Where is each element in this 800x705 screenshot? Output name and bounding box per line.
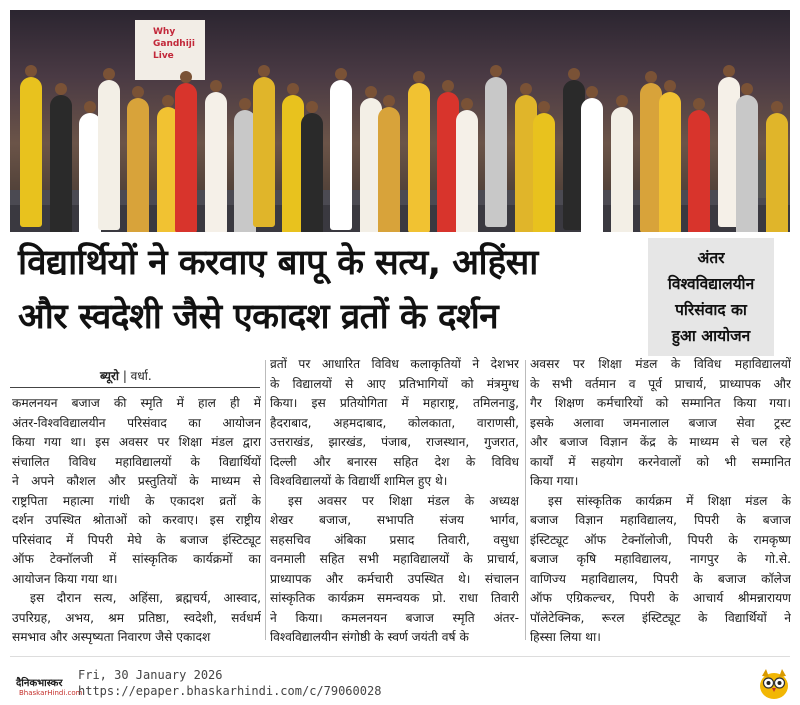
article-line: के विद्यालयों से आए प्रतिभागियों को मंत्रमुग्ध <box>270 376 519 391</box>
performer-figure <box>20 77 42 227</box>
byline-rule <box>10 387 260 388</box>
article-line: बजाज कृषि महाविद्यालय, नागपुर के गो.से. <box>530 552 791 566</box>
performer-figure <box>98 80 120 230</box>
banner-text-1: Why <box>153 27 176 37</box>
performer-figure <box>659 92 681 232</box>
article-line: बजाज विज्ञान महाविद्यालय, पिपरी के बजाज <box>530 513 791 527</box>
performer-head <box>520 83 532 95</box>
article-line: हिस्सा लिया था। <box>530 630 601 644</box>
performer-figure <box>611 107 633 232</box>
performer-figure <box>485 77 507 227</box>
article-line: इंस्टिट्यूट ऑफ टेक्नॉलोजी, पिपरी के रामकृष्ण <box>530 532 791 547</box>
article-line: और बजाज विज्ञान केंद्र के माध्यम से चल रहे <box>530 435 791 449</box>
performer-head <box>335 68 347 80</box>
performer-head <box>586 86 598 98</box>
article-line: सहसचिव अंबिका प्रसाद तिवारी, वसुधा <box>270 532 519 547</box>
performer-head <box>461 98 473 110</box>
performer-figure <box>253 77 275 227</box>
byline-city: वर्धा. <box>130 369 152 383</box>
subheading-line-2: विश्वविद्यालयीन <box>667 275 755 293</box>
performer-head <box>258 65 270 77</box>
performer-head <box>645 71 657 83</box>
article-line: ने किया। कमलनयन बजाज स्मृति अंतर- <box>270 610 519 625</box>
performer-figure <box>533 113 555 232</box>
article-line: उत्तराखंड, झारखंड, पंजाब, राजस्थान, गुजरात, <box>270 435 519 449</box>
subheading-box <box>648 238 774 356</box>
article-line: पॉलेटेक्निक, रूरल इंस्टिट्यूट के विद्यार्थियों ने <box>530 610 791 625</box>
performer-head <box>616 95 628 107</box>
article-line: ऑफ एग्रिकल्चर, पिपरी के आचार्य श्रीमन्नारायण <box>530 591 791 605</box>
article-line: व्रतों पर आधारित विविध कलाकृतियों ने देशभर <box>270 357 519 371</box>
article-line: समभाव और अस्पृष्यता निवारण जैसे एकादश <box>12 630 211 644</box>
performer-head <box>239 98 251 110</box>
performer-head <box>723 65 735 77</box>
article-line: ने अपने कौशल और प्रस्तुतियों के माध्यम से <box>12 474 261 488</box>
headline-line-2: और स्वदेशी जैसे एकादश व्रतों के दर्शन <box>18 297 499 337</box>
performer-figure <box>330 80 352 230</box>
performer-figure <box>456 110 478 232</box>
edition-date: Fri, 30 January 2026 <box>78 668 223 682</box>
article-line: इसके अलावा जमनालाल बजाज सेवा ट्रस्ट <box>530 415 791 430</box>
performer-head <box>771 101 783 113</box>
performer-head <box>365 86 377 98</box>
performer-head <box>664 80 676 92</box>
performer-figure <box>205 92 227 232</box>
article-line: राष्ट्रपिता महात्मा गांधी के एकादश व्रतों के <box>12 493 261 508</box>
performer-head <box>383 95 395 107</box>
performer-head <box>84 101 96 113</box>
article-column-2 <box>270 355 519 648</box>
performer-figure <box>301 113 323 232</box>
performer-head <box>103 68 115 80</box>
article-line: वनमाली सहित सभी महाविद्यालयों के प्राचार्य, <box>270 552 519 566</box>
headline <box>18 236 638 344</box>
performer-figure <box>175 83 197 232</box>
subheading-line-4: हुआ आयोजन <box>671 327 751 345</box>
article-line: किया गया था। इस अवसर पर शिक्षा मंडल द्वारा <box>12 435 261 449</box>
performer-head <box>132 86 144 98</box>
performer-head <box>693 98 705 110</box>
article-line: संचालित विविध महाविद्यालयों के विद्यार्थियों <box>12 454 261 469</box>
banner-text-2: Gandhiji <box>153 39 195 49</box>
banner-text-3: Live <box>153 51 174 61</box>
article-line: परिसंवाद में पिपरी मेघे के बजाज इंस्टिट्यूट <box>12 532 261 547</box>
performer-head <box>287 83 299 95</box>
performer-head <box>741 83 753 95</box>
article-line: इस अवसर पर शिक्षा मंडल के अध्यक्ष <box>288 493 519 508</box>
backdrop-banner <box>135 20 205 80</box>
article-column-1 <box>12 394 261 648</box>
performer-figure <box>378 107 400 232</box>
performer-head <box>25 65 37 77</box>
article-line: अंतर-विश्वविद्यालयीन परिसंवाद का आयोजन <box>12 415 261 430</box>
article-line: गैर शिक्षण कर्मचारियों को सम्मानित किया गया। <box>530 396 791 410</box>
column-divider <box>265 360 266 640</box>
article-line: आयोजन किया गया था। <box>12 571 118 586</box>
article-line: सांस्कृतिक कार्यक्रम समन्वयक प्रो. राधा तिवारी <box>270 591 519 605</box>
article-line: हैदराबाद, अहमदाबाद, कोलकाता, वाराणसी, <box>270 415 519 430</box>
article-line: वाणिज्य महाविद्यालय, पिपरी के बजाज कॉलेज <box>530 571 791 586</box>
article-line: कार्यों में सहयोग करनेवालों को भी सम्मानित <box>530 454 791 469</box>
performer-figure <box>736 95 758 232</box>
article-line: कमलनयन बजाज की स्मृति में हाल ही में <box>12 396 261 410</box>
performer-figure <box>127 98 149 232</box>
performer-figure <box>766 113 788 232</box>
owl-mascot-icon <box>757 667 791 701</box>
performer-head <box>162 95 174 107</box>
article-line: किया। इस प्रतियोगिता में महाराष्ट्र, तमिलनाडु, <box>270 396 519 410</box>
performer-figure <box>50 95 72 232</box>
performer-head <box>538 101 550 113</box>
headline-line-1: विद्यार्थियों ने करवाए बापू के सत्य, अहिंसा <box>18 243 538 283</box>
article-photo <box>10 10 790 232</box>
performer-head <box>413 71 425 83</box>
subheading-line-3: परिसंवाद का <box>675 301 747 319</box>
performer-head <box>55 83 67 95</box>
byline-bureau: ब्यूरो <box>100 369 119 383</box>
article-line: प्राध्यापक और कर्मचारी उपस्थित थे। संचालन <box>270 571 519 586</box>
performer-figure <box>408 83 430 232</box>
subheading-line-1: अंतर <box>697 249 725 267</box>
publication-logo[interactable] <box>16 675 83 701</box>
article-line: ऑफ टेक्नॉलजी में सांस्कृतिक कार्यक्रमों का <box>12 552 261 566</box>
article-line: उपरिग्रह, अभय, श्रम प्रतिष्ठा, स्वदेशी, सर्वधर्म <box>12 610 261 625</box>
performer-head <box>568 68 580 80</box>
article-line: इस दौरान सत्य, अहिंसा, ब्रह्मचर्य, आस्वाद, <box>30 591 261 605</box>
article-line: इस सांस्कृतिक कार्यक्रम में शिक्षा मंडल के <box>548 493 791 508</box>
performer-head <box>306 101 318 113</box>
article-line: दिल्ली और बनारस सहित देश के विविध <box>270 454 519 469</box>
performer-head <box>210 80 222 92</box>
article-line: विश्वविद्यालयीन संगोष्ठी के स्वर्ण जयंती वर्ष के <box>270 630 469 644</box>
byline: ब्यूरो | वर्धा. <box>100 369 152 383</box>
column-divider <box>525 360 526 640</box>
performer-head <box>180 71 192 83</box>
article-line: विश्वविद्यालयों के विद्यार्थी शामिल हुए थे। <box>270 474 448 488</box>
performer-head <box>490 65 502 77</box>
article-line: किया गया। <box>530 474 579 488</box>
footer-divider <box>10 656 790 657</box>
article-column-3 <box>530 355 791 648</box>
article-line: के सभी वर्तमान व पूर्व प्राचार्य, प्राध्यापक और <box>530 376 791 391</box>
article-line: अवसर पर शिक्षा मंडल के विविध महाविद्यालयों <box>530 357 791 371</box>
article-line: दर्शन उपस्थित श्रोताओं को करवाए। इस राष्ट्रीय <box>12 513 261 527</box>
performer-figure <box>688 110 710 232</box>
logo-subtext: BhaskarHindi.com <box>19 689 83 697</box>
performer-figure <box>581 98 603 232</box>
logo-text: दैनिकभास्कर <box>16 678 63 689</box>
epaper-link[interactable]: https://epaper.bhaskarhindi.com/c/79060028 <box>78 684 382 698</box>
article-line: शेखर बजाज, सभापति संजय भार्गव, <box>270 513 519 527</box>
performer-head <box>442 80 454 92</box>
